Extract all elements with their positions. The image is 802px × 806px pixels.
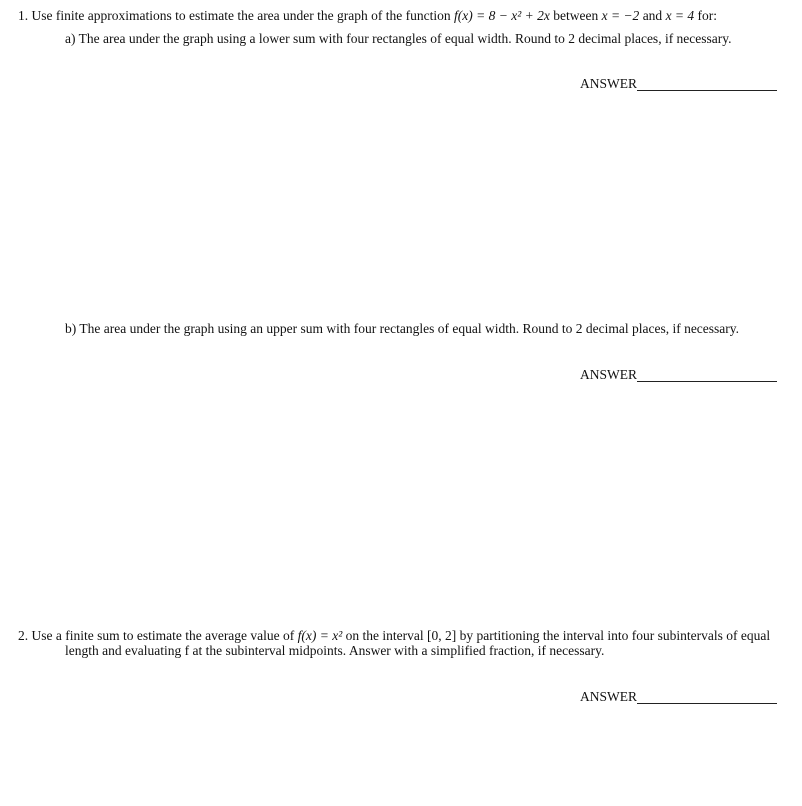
answer-line[interactable] <box>637 380 777 382</box>
answer-label: ANSWER <box>580 367 637 382</box>
question-1b-text: b) The area under the graph using an upper sum with four rectangles of equal width. Round to 2 decimal places, if necessary. <box>65 321 740 336</box>
question-2-interval: [0, 2] <box>427 628 457 643</box>
answer-1a[interactable] <box>580 77 777 91</box>
question-2-mid: on the interval <box>342 628 428 643</box>
question-2-text: Use a finite sum to estimate the average value of <box>31 628 298 643</box>
answer-label: ANSWER <box>580 76 637 91</box>
question-1-between: between <box>549 8 602 23</box>
answer-2[interactable] <box>580 690 777 704</box>
question-2-function: f(x) = x² <box>297 628 343 643</box>
question-1-prompt <box>18 8 717 24</box>
question-1-x-start: x = −2 <box>601 8 640 23</box>
question-2-line-1 <box>18 628 770 644</box>
question-1-function: f(x) = 8 − x² + 2x <box>454 8 550 23</box>
question-1-text: Use finite approximations to estimate the area under the graph of the function <box>31 8 454 23</box>
answer-line[interactable] <box>637 702 777 704</box>
question-2-post: by partitioning the interval into four subintervals of equal <box>456 628 771 643</box>
answer-line[interactable] <box>637 89 777 91</box>
question-1a-text: a) The area under the graph using a lower sum with four rectangles of equal width. Round to 2 decimal places, if necessary. <box>65 31 732 46</box>
question-2-line-2: length and evaluating f at the subinterval midpoints. Answer with a simplified fraction, if necessary. <box>65 643 605 658</box>
question-1-for: for: <box>694 8 718 23</box>
answer-1b[interactable] <box>580 368 777 382</box>
question-2-number: 2. <box>18 628 29 643</box>
question-1-number: 1. <box>18 8 29 23</box>
question-1-and: and <box>639 8 666 23</box>
answer-label: ANSWER <box>580 689 637 704</box>
question-1-x-end: x = 4 <box>665 8 695 23</box>
